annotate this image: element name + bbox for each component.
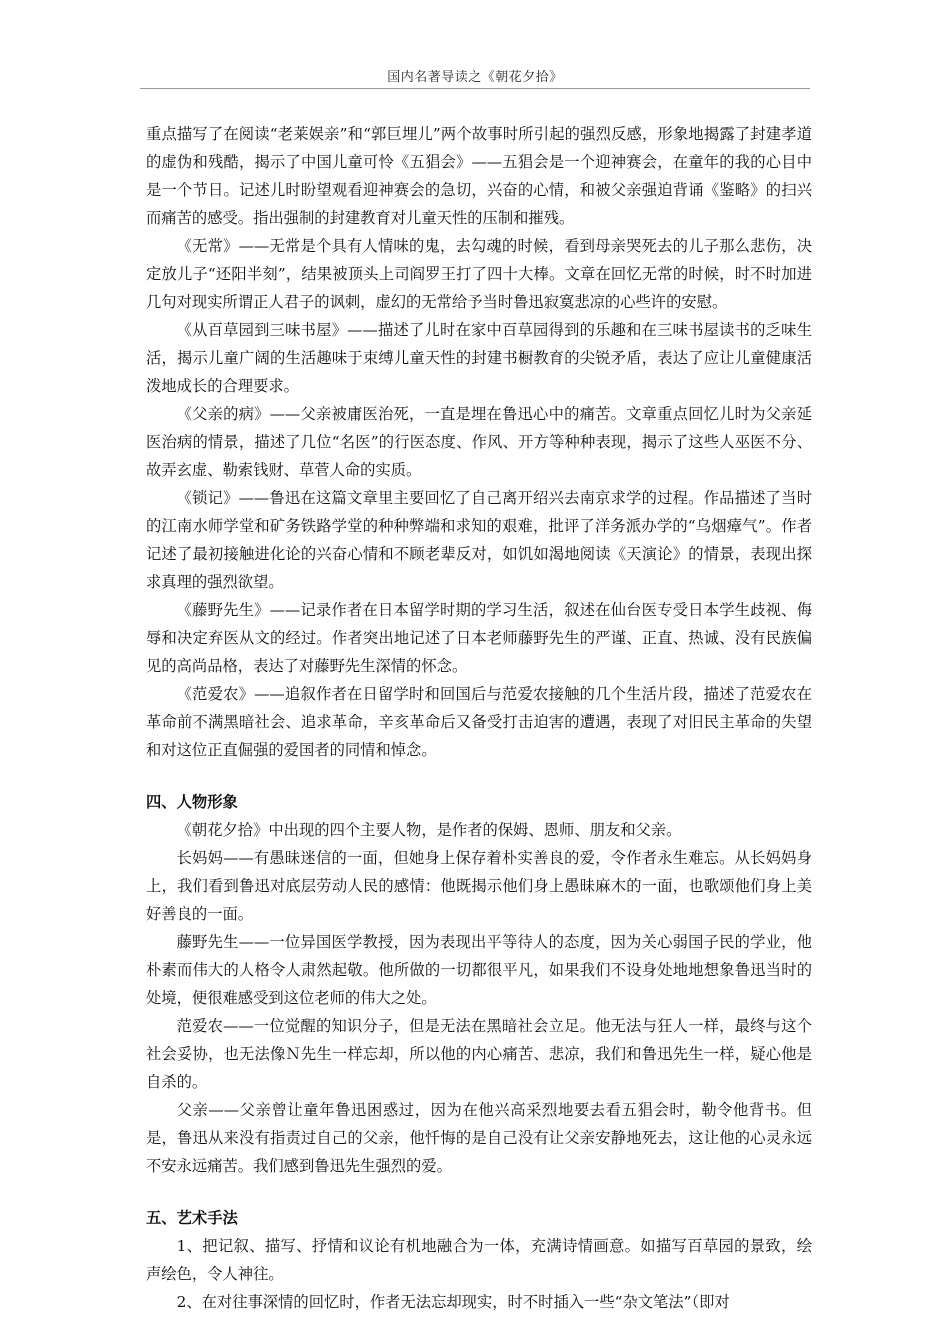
paragraph: 2、在对往事深情的回忆时，作者无法忘却现实，时不时插入一些“杂文笔法”（即对 — [176, 1293, 730, 1311]
paragraph: 1、把记叙、描写、抒情和议论有机地融合为一体，充满诗情画意。如描写百草园的景致，绘声绘色，令人神往。 — [146, 1237, 812, 1283]
paragraph: 《朝花夕拾》中出现的四个主要人物，是作者的保姆、恩师、朋友和父亲。 — [176, 821, 682, 839]
paragraph: 《藤野先生》——记录作者在日本留学时期的学习生活，叙述在仙台医专受日本学生歧视、侮辱和决定弃医从文的经过。作者突出地记述了日本老师藤野先生的严谨、正直、热诚、没有民族偏见的高尚品格，表达了对藤野先生深情的怀念。 — [146, 601, 812, 675]
section-heading: 四、人物形象 — [146, 793, 238, 811]
paragraph: 重点描写了在阅读“老莱娱亲”和“郭巨埋儿”两个故事时所引起的强烈反感，形象地揭露了封建孝道的虚伪和残酷，揭示了中国儿童可怜《五猖会》——五猖会是一个迎神赛会，在童年的我的心目中是一个节日。记述儿时盼望观看迎神赛会的急切，兴奋的心情，和被父亲强迫背诵《鉴略》的扫兴而痛苦的感受。指出强制的封建教育对儿童天性的压制和摧残。 — [146, 125, 812, 227]
paragraph: 《从百草园到三味书屋》——描述了儿时在家中百草园得到的乐趣和在三味书屋读书的乏味生活，揭示儿童广阔的生活趣味于束缚儿童天性的封建书橱教育的尖锐矛盾，表达了应让儿童健康活泼地成长的合理要求。 — [146, 321, 812, 395]
paragraph: 藤野先生——一位异国医学教授，因为表现出平等待人的态度，因为关心弱国子民的学业，他朴素而伟大的人格令人肃然起敬。他所做的一切都很平凡，如果我们不设身处地地想象鲁迅当时的处境，便很难感受到这位老师的伟大之处。 — [146, 933, 812, 1007]
paragraph: 父亲——父亲曾让童年鲁迅困惑过，因为在他兴高采烈地要去看五猖会时，勒令他背书。但是，鲁迅从来没有指责过自己的父亲，他忏悔的是自己没有让父亲安静地死去，这让他的心灵永远不安永远痛苦。我们感到鲁迅先生强烈的爱。 — [146, 1101, 812, 1175]
paragraph: 范爱农——一位觉醒的知识分子，但是无法在黑暗社会立足。他无法与狂人一样，最终与这个社会妥协，也无法像Ｎ先生一样忘却，所以他的内心痛苦、悲凉，我们和鲁迅先生一样，疑心他是自杀的。 — [146, 1017, 812, 1091]
paragraph: 《无常》——无常是个具有人情味的鬼，去勾魂的时候，看到母亲哭死去的儿子那么悲伤，决定放儿子“还阳半刻”，结果被顶头上司阎罗王打了四十大棒。文章在回忆无常的时候，时不时加进几句对现实所谓正人君子的讽刺，虚幻的无常给予当时鲁迅寂寞悲凉的心些许的安慰。 — [146, 237, 812, 311]
section-heading: 五、艺术手法 — [146, 1209, 238, 1227]
running-header: 国内名著导读之《朝花夕拾》 — [387, 70, 563, 85]
paragraph: 《父亲的病》——父亲被庸医治死，一直是埋在鲁迅心中的痛苦。文章重点回忆儿时为父亲延医治病的情景，描述了几位“名医”的行医态度、作风、开方等种种表现，揭示了这些人巫医不分、故弄玄虚、勒索钱财、草菅人命的实质。 — [146, 405, 812, 479]
paragraph: 《锁记》——鲁迅在这篇文章里主要回忆了自己离开绍兴去南京求学的过程。作品描述了当时的江南水师学堂和矿务铁路学堂的种种弊端和求知的艰难，批评了洋务派办学的“乌烟瘴气”。作者记述了最初接触进化论的兴奋心情和不顾老辈反对，如饥如渴地阅读《天演论》的情景，表现出探求真理的强烈欲望。 — [146, 489, 812, 591]
paragraph: 《范爱农》——追叙作者在日留学时和回国后与范爱农接触的几个生活片段，描述了范爱农在革命前不满黑暗社会、追求革命，辛亥革命后又备受打击迫害的遭遇，表现了对旧民主革命的失望和对这位正直倔强的爱国者的同情和悼念。 — [146, 685, 812, 759]
body-text — [146, 120, 812, 1316]
paragraph: 长妈妈——有愚昧迷信的一面，但她身上保存着朴实善良的爱，令作者永生难忘。从长妈妈身上，我们看到鲁迅对底层劳动人民的感情：他既揭示他们身上愚昧麻木的一面，也歌颂他们身上美好善良的一面。 — [146, 849, 812, 923]
header-rule — [140, 88, 810, 89]
